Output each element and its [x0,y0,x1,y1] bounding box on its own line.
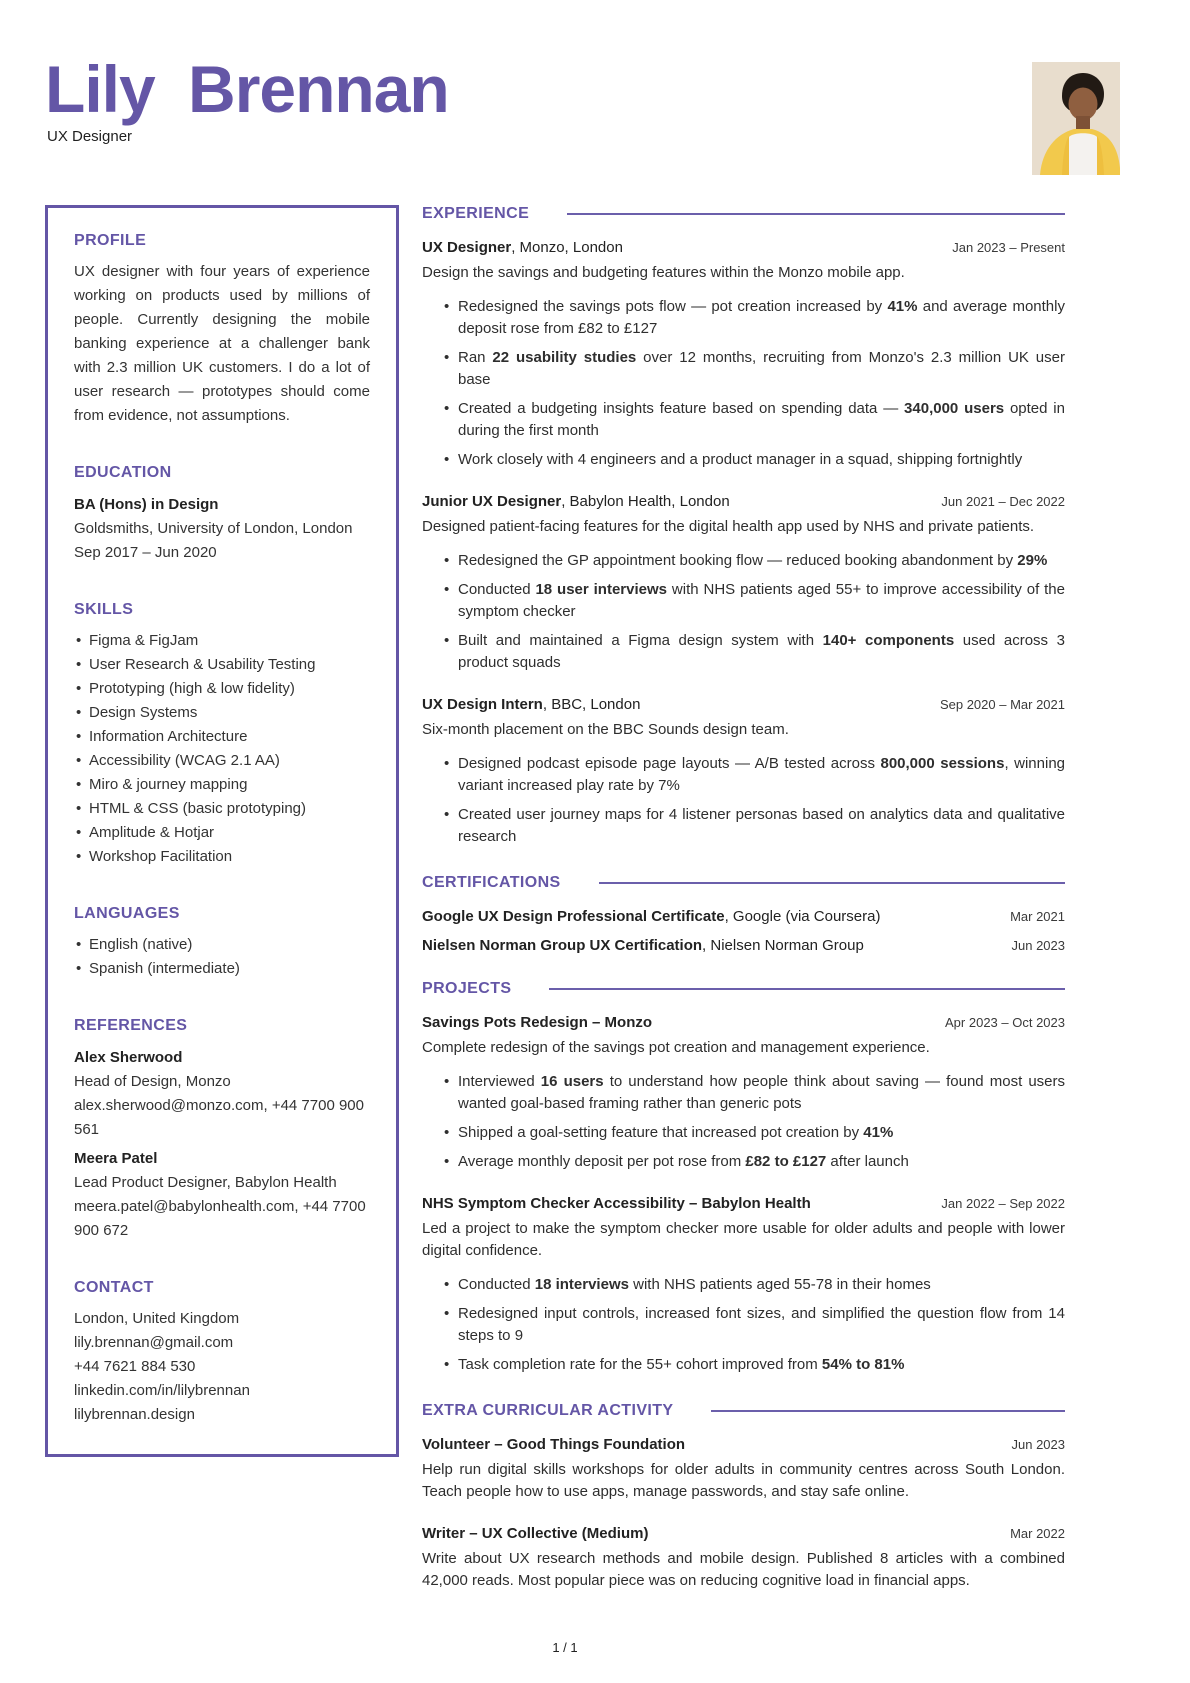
section-heading: REFERENCES [74,1017,188,1034]
bullet-item: • Shipped a goal-setting feature that increased pot creation by 41% [444,1122,1065,1144]
entry [422,1195,1065,1376]
entry-title: Junior UX Designer, Babylon Health, London [422,493,730,510]
bullet-item: • Ran 22 usability studies over 12 months, recruiting from Monzo's 2.3 million UK user base [444,347,1065,391]
bullet-item: • Created user journey maps for 4 listener personas based on analytics data and qualitative research [444,804,1065,848]
entry [422,696,1065,848]
list-item: • Prototyping (high & low fidelity) [74,677,370,701]
section-heading: CONTACT [74,1279,154,1296]
bullet-item: • Designed podcast episode page layouts — A/B tested across 800,000 sessions, winning variant increased play rate by 7% [444,753,1065,797]
bullet-list [422,1071,1065,1173]
bullet-item: • Redesigned the GP appointment booking flow — reduced booking abandonment by 29% [444,550,1065,572]
content-columns [45,205,1065,1618]
bullet-item: • Conducted 18 interviews with NHS patients aged 55-78 in their homes [444,1274,1065,1296]
list-item: • Accessibility (WCAG 2.1 AA) [74,749,370,773]
list-item: • Amplitude & Hotjar [74,821,370,845]
entry-title-row [422,239,1065,256]
entry-date: Jan 2022 – Sep 2022 [941,1196,1065,1211]
entry [422,239,1065,471]
contact-line: lily.brennan@gmail.com [74,1334,234,1351]
section-heading: SKILLS [74,601,134,618]
list-item: • Spanish (intermediate) [74,957,370,981]
entry-title: UX Designer, Monzo, London [422,239,623,256]
section-rule [549,988,1065,990]
entry-title-row [422,1436,1065,1453]
entry [422,908,1065,925]
list-item: • Design Systems [74,701,370,725]
section-heading: PROFILE [74,232,147,249]
bullet-item: • Created a budgeting insights feature based on spending data — 340,000 users opted in during the first month [444,398,1065,442]
entry [422,1436,1065,1503]
sidebar-section-contact [74,1279,370,1427]
entry-title: UX Design Intern, BBC, London [422,696,641,713]
bullet-item: • Interviewed 16 users to understand how people think about saving — found most users wanted goal-based framing rather than generic pots [444,1071,1065,1115]
person-name: Lily Brennan [45,52,449,126]
list-item: • HTML & CSS (basic prototyping) [74,797,370,821]
section-heading: EDUCATION [74,464,172,481]
entry-title-row [422,1014,1065,1031]
sidebar-sections [74,232,370,1427]
list-item: • English (native) [74,933,370,957]
list-item: • User Research & Usability Testing [74,653,370,677]
entry-date: Jun 2023 [1011,1437,1065,1452]
entry-date: Jun 2021 – Dec 2022 [941,494,1065,509]
entry-date: Jan 2023 – Present [952,240,1065,255]
section-rule [567,213,1065,215]
sidebar-entry-line: Sep 2017 – Jun 2020 [74,544,217,561]
section-rule [599,882,1065,884]
section-heading-row [422,980,1065,998]
entry-title: Nielsen Norman Group UX Certification, Nielsen Norman Group [422,937,864,954]
entry-title-row [422,908,1065,925]
section-heading: CERTIFICATIONS [422,874,561,891]
entry-summary: Design the savings and budgeting features within the Monzo mobile app. [422,264,905,281]
header [45,0,1065,145]
section-rule [711,1410,1065,1412]
bullet-item: • Redesigned the savings pots flow — pot creation increased by 41% and average monthly deposit rose from £82 to £127 [444,296,1065,340]
contact-line: London, United Kingdom [74,1310,240,1327]
sidebar-entry [74,1146,370,1243]
entry-title: Volunteer – Good Things Foundation [422,1436,686,1453]
sidebar-entry-title: BA (Hons) in Design [74,496,219,513]
bullet-list [422,550,1065,674]
section-heading: LANGUAGES [74,905,180,922]
bullet-list [422,1274,1065,1376]
section-heading: EXPERIENCE [422,205,530,222]
sidebar-entry-line: meera.patel@babylonhealth.com, +44 7700 900 672 [74,1198,366,1239]
bullet-list [422,296,1065,471]
entry-title-row [422,937,1065,954]
sidebar-section-skills [74,601,370,869]
entry-date: Sep 2020 – Mar 2021 [939,697,1065,712]
entry-summary: Help run digital skills workshops for older adults in community centres across South London. Teach people how to use apps, manage passwords, and stay safe online. [422,1461,1065,1500]
entry-summary: Write about UX research methods and mobile design. Published 8 articles with a combined 42,000 reads. Most popular piece was on reducing cognitive load in financial apps. [422,1550,1065,1589]
list-item: • Miro & journey mapping [74,773,370,797]
entry [422,1014,1065,1173]
entry-date: Mar 2022 [1010,1526,1065,1541]
contact-line: linkedin.com/in/lilybrennan [74,1382,250,1399]
entry-date: Apr 2023 – Oct 2023 [945,1015,1065,1030]
entry-summary: Designed patient-facing features for the digital health app used by NHS and private patients. [422,518,1035,535]
sidebar-entry-line: Head of Design, Monzo [74,1073,231,1090]
bullet-item: • Work closely with 4 engineers and a product manager in a squad, shipping fortnightly [444,449,1065,471]
sidebar-entry-line: Lead Product Designer, Babylon Health [74,1174,337,1191]
main-column [422,205,1065,1618]
section-heading-row [422,205,1065,223]
list-item: • Information Architecture [74,725,370,749]
main-section-experience [422,205,1065,848]
main-section-certifications [422,874,1065,954]
entry-title: Savings Pots Redesign – Monzo [422,1014,653,1031]
sidebar-entry-line: alex.sherwood@monzo.com, +44 7700 900 561 [74,1097,364,1138]
sidebar-list [74,629,370,869]
sidebar-section-profile [74,232,370,428]
bullet-list [422,753,1065,848]
sidebar-section-education [74,464,370,565]
entry-title: Writer – UX Collective (Medium) [422,1525,649,1542]
entry-title-row [422,493,1065,510]
sidebar-section-languages [74,905,370,981]
section-heading: PROJECTS [422,980,512,997]
bullet-item: • Task completion rate for the 55+ cohort improved from 54% to 81% [444,1354,1065,1376]
profile-text: UX designer with four years of experience working on products used by millions of people. Currently designing the mobile banking experience at a challenger bank with 2.3 million UK customers. I do a lot of user research — prototypes should come from evidence, not assumptions. [74,263,370,424]
sidebar-entry-title: Alex Sherwood [74,1049,183,1066]
sidebar-entry [74,492,370,565]
sidebar-section-references [74,1017,370,1243]
bullet-item: • Average monthly deposit per pot rose from £82 to £127 after launch [444,1151,1065,1173]
contact-line: +44 7621 884 530 [74,1358,196,1375]
entry [422,493,1065,674]
profile-photo [1032,62,1120,175]
entry-summary: Complete redesign of the savings pot creation and management experience. [422,1039,930,1056]
entry-date: Jun 2023 [1011,938,1065,953]
entry-title-row [422,696,1065,713]
entry-title-row [422,1195,1065,1212]
bullet-item: • Redesigned input controls, increased font sizes, and simplified the question flow from 14 steps to 9 [444,1303,1065,1347]
person-job-title: UX Designer [47,128,133,145]
section-heading-row [422,874,1065,892]
section-heading: EXTRA CURRICULAR ACTIVITY [422,1402,674,1419]
list-item: • Workshop Facilitation [74,845,370,869]
entry-title: NHS Symptom Checker Accessibility – Babylon Health [422,1195,811,1212]
sidebar [45,205,399,1457]
sidebar-entry-title: Meera Patel [74,1150,158,1167]
entry-title-row [422,1525,1065,1542]
main-section-projects [422,980,1065,1376]
sidebar-entry-line: Goldsmiths, University of London, London [74,520,353,537]
bullet-item: • Conducted 18 user interviews with NHS patients aged 55+ to improve accessibility of the symptom checker [444,579,1065,623]
main-section-extra-curricular-activity [422,1402,1065,1592]
sidebar-list [74,933,370,981]
bullet-item: • Built and maintained a Figma design system with 140+ components used across 3 product squads [444,630,1065,674]
entry-date: Mar 2021 [1010,909,1065,924]
page-number: 1 / 1 [552,1640,578,1655]
entry [422,1525,1065,1592]
entry-summary: Six-month placement on the BBC Sounds design team. [422,721,789,738]
entry-summary: Led a project to make the symptom checker more usable for older adults and people with lower digital confidence. [422,1220,1065,1259]
entry [422,937,1065,954]
list-item: • Figma & FigJam [74,629,370,653]
section-heading-row [422,1402,1065,1420]
sidebar-entry [74,1045,370,1142]
entry-title: Google UX Design Professional Certificate, Google (via Coursera) [422,908,881,925]
contact-line: lilybrennan.design [74,1406,195,1423]
